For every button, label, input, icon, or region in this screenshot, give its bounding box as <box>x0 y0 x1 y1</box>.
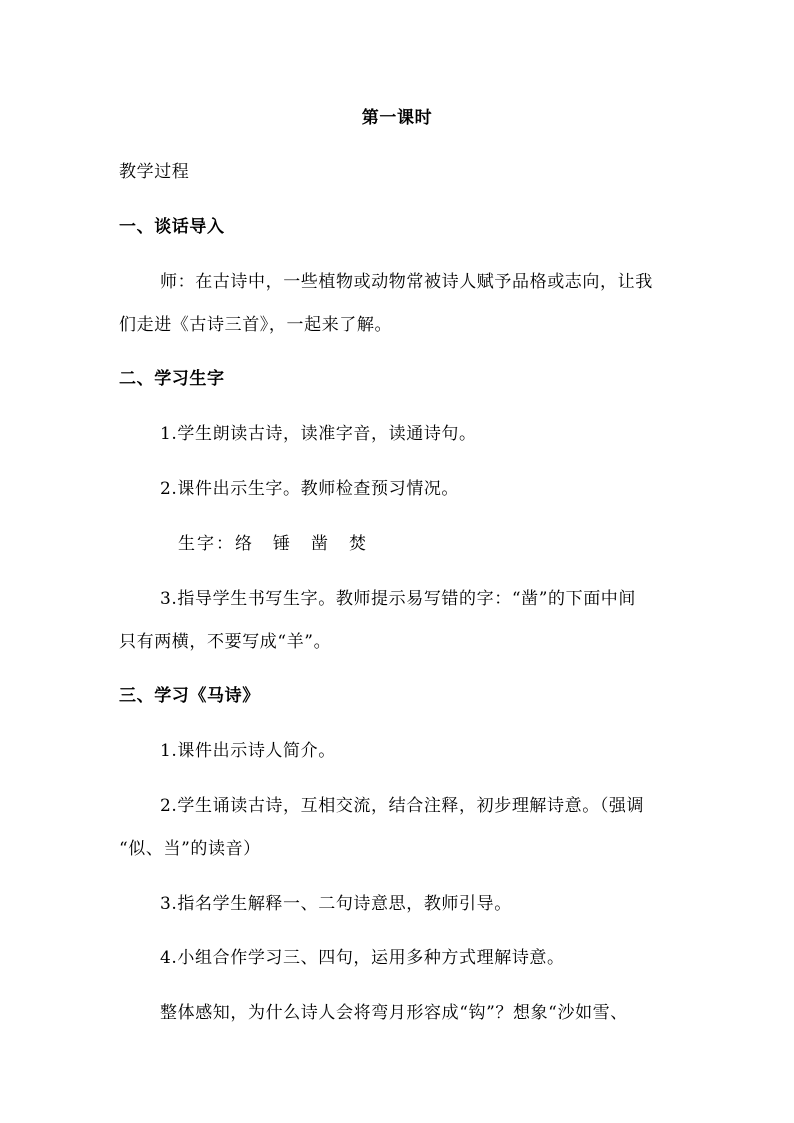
page-title: 第一课时 <box>361 108 433 128</box>
list-item-continuation: “似、当”的读音） <box>119 839 261 859</box>
section-label: 教学过程 <box>119 162 190 182</box>
list-item: 1.学生朗读古诗，读准字音，读通诗句。 <box>160 424 477 444</box>
heading-intro: 一、谈话导入 <box>119 217 225 237</box>
list-item: 1.课件出示诗人简介。 <box>160 741 336 761</box>
list-item: 3.指导学生书写生字。教师提示易写错的字：“凿”的下面中间 <box>160 589 637 609</box>
list-item: 2.课件出示生字。教师检查预习情况。 <box>160 479 460 499</box>
list-item: 4.小组合作学习三、四句，运用多种方式理解诗意。 <box>160 948 565 968</box>
paragraph-line: 整体感知，为什么诗人会将弯月形容成“钩”？想象“沙如雪、 <box>160 1003 628 1023</box>
list-item: 3.指名学生解释一、二句诗意思，教师引导。 <box>160 894 512 914</box>
heading-new-characters: 二、学习生字 <box>119 369 225 389</box>
new-characters-line: 生字：络 锤 凿 焚 <box>178 534 368 554</box>
list-item: 2.学生诵读古诗，互相交流，结合注释，初步理解诗意。（强调 <box>160 796 645 816</box>
heading-ma-shi: 三、学习《马诗》 <box>119 686 260 706</box>
list-item-continuation: 只有两横，不要写成“羊”。 <box>119 632 332 652</box>
paragraph-line: 师：在古诗中，一些植物或动物常被诗人赋予品格或志向，让我 <box>160 272 653 292</box>
paragraph-line: 们走进《古诗三首》，一起来了解。 <box>119 315 393 335</box>
